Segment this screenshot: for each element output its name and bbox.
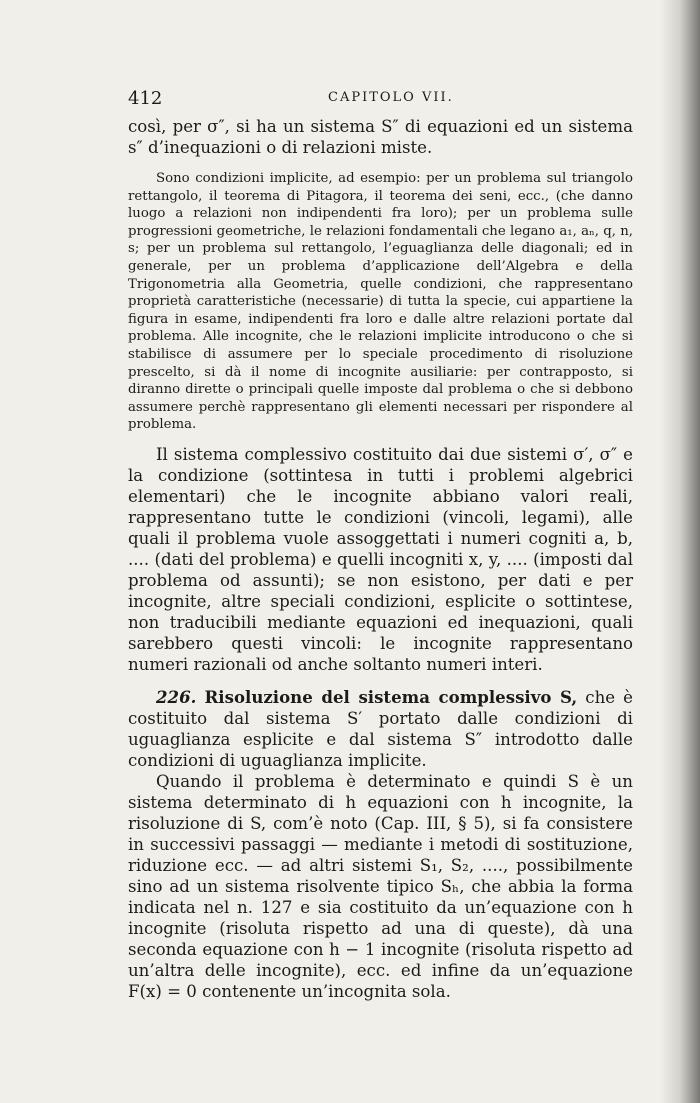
section-intro-text: che è costituito dal sistema S′ portato dalle condizioni di uguaglianza esplicite e dal sistema S″ introdotto dalle condizioni di uguaglianza implicite. — [128, 687, 633, 770]
page-header — [128, 88, 598, 108]
section-226-paragraph — [128, 687, 633, 771]
chapter-title: CAPITOLO VII. — [328, 90, 454, 105]
small-print-note: Sono condizioni implicite, ad esempio: per un problema sul triangolo rettangolo, il teorema di Pitagora, il teorema dei seni, ecc., (che danno luogo a relazioni non indipendenti fra loro); per un problema sulle progressioni geometriche, le relazioni fondamentali che legano a₁, aₙ, q, n, s; per un problema sul rettangolo, l’eguaglianza delle diagonali; ed in generale, per un problema d’applicazione dell’Algebra e della Trigonometria alla Geometria, quelle condizioni, che rappresentano proprietà caratteristiche (necessarie) di tutta la specie, cui appartiene la figura in esame, indipendenti fra loro e dalle altre relazioni portate dal problema. Alle incognite, che le relazioni implicite introducono o che si stabilisce di assumere per lo speciale procedimento di risoluzione prescelto, si dà il nome di incognite ausiliarie: per contrapposto, si diranno dirette o principali quelle imposte dal problema o che si debbono assumere perchè rappresentano gli elementi necessari per rispondere al problema. — [128, 171, 633, 433]
page-body — [128, 116, 633, 1002]
section-number: 226. — [156, 686, 197, 707]
section-title: Risoluzione del sistema complessivo S, — [204, 686, 578, 707]
paragraph-continuation: così, per σ″, si ha un sistema S″ di equazioni ed un sistema s″ d’inequazioni o di relazioni miste. — [128, 117, 633, 157]
page-number: 412 — [128, 88, 163, 109]
paragraph-determined-problem: Quando il problema è determinato e quindi S è un sistema determinato di h equazioni con h incognite, la risoluzione di S, com’è noto (Cap. III, § 5), si fa consistere in successivi passaggi — mediante i metodi di sostituzione, riduzione ecc. — ad altri sistemi S₁, S₂, ...., possibilmente sino ad un sistema risolvente tipico Sₕ, che abbia la forma indicata nel n. 127 e sia costituito da un’equazione con h incognite (risoluta rispetto ad una di queste), dà una seconda equazione con h − 1 incognite (risoluta rispetto ad un’altra delle incognite), ecc. ed infine da un’equazione F(x) = 0 contenente un’incognita sola. — [128, 771, 633, 1001]
paragraph-complex-system: Il sistema complessivo costituito dai due sistemi σ′, σ″ e la condizione (sottintesa in tutti i problemi algebrici elementari) che le incognite abbiano valori reali, rappresentano tutte le condizioni (vincoli, legami), alle quali il problema vuole assoggettati i numeri cogniti a, b, .... (dati del problema) e quelli incogniti x, y, .... (imposti dal problema od assunti); se non esistono, per dati e per incognite, altre speciali condizioni, esplicite o sottintese, non traducibili mediante equazioni ed inequazioni, quali sarebbero questi vincoli: le incognite rappresentano numeri razionali od anche soltanto numeri interi. — [128, 444, 633, 674]
page-edge-shadow — [660, 0, 700, 1103]
